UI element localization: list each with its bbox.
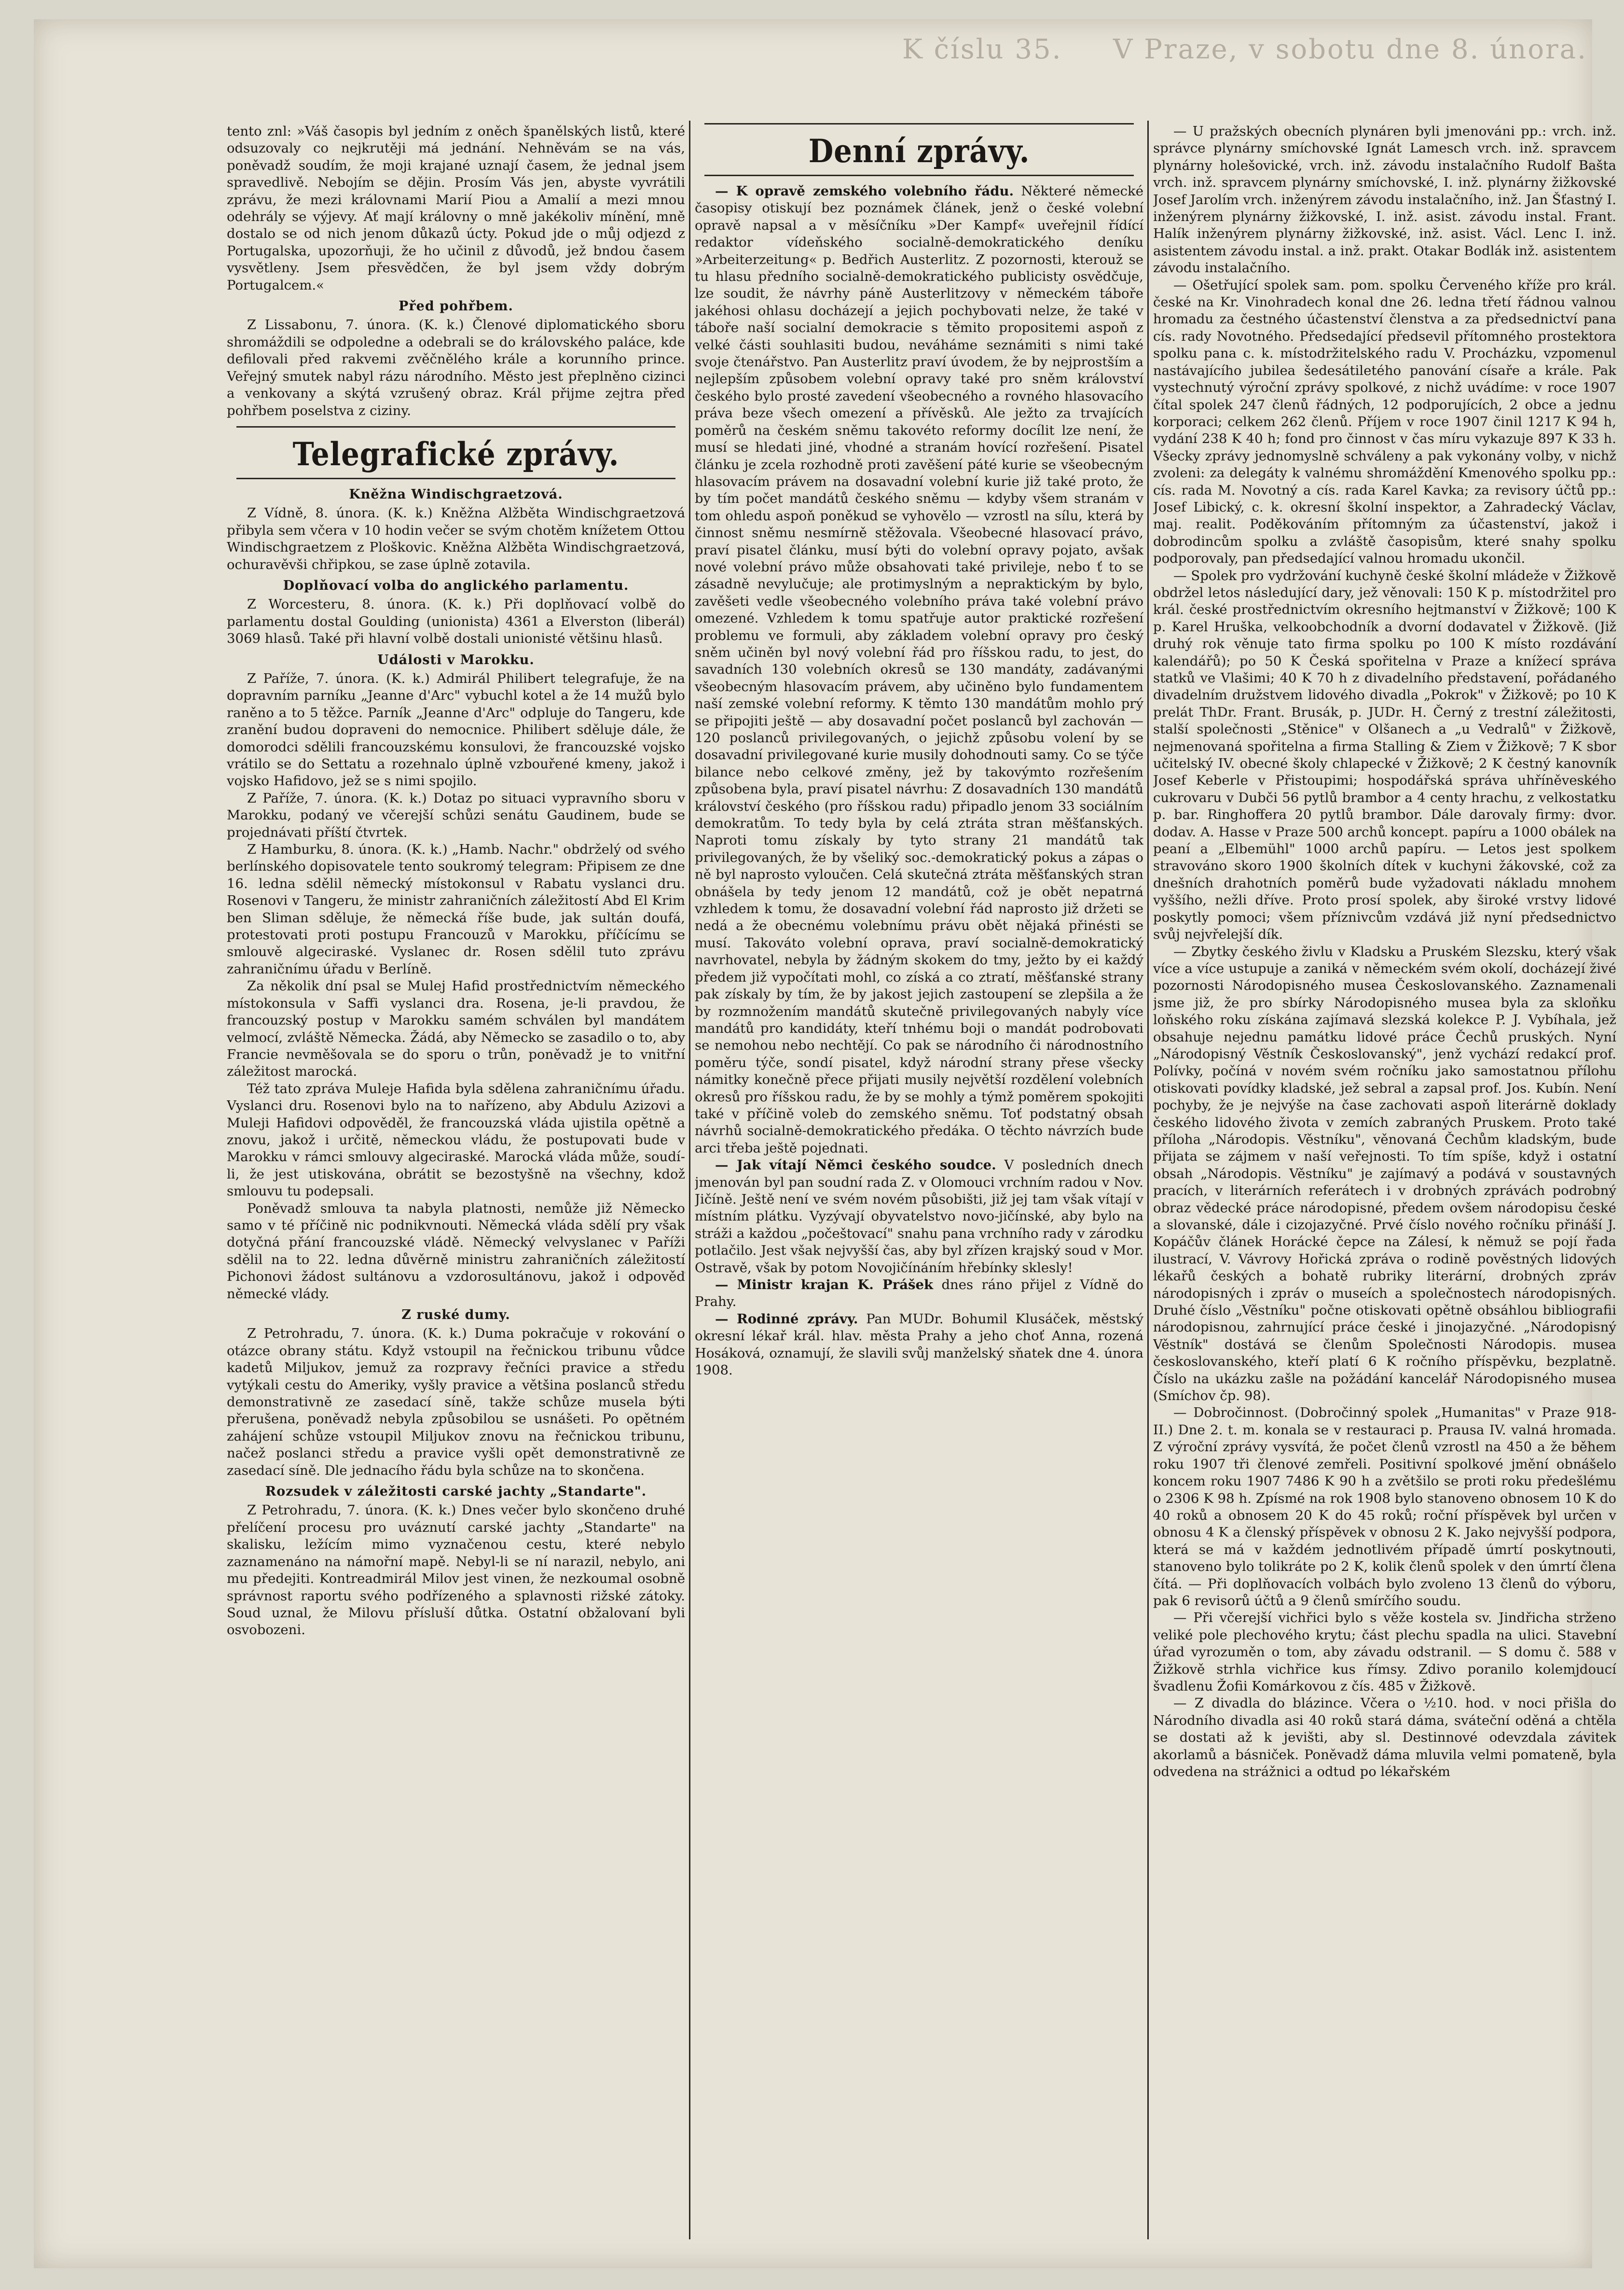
article-windisch: Z Vídně, 8. února. (K. k.) Kněžna Alžběta Windischgraetzová přibyla sem včera v 10 hodin večer se svým chotěm knížetem Ottou Windischgraetzem z Ploškovic. Kněžna Alžběta Windischgraetzová, ochuravěvši chřipkou, se zase úplně zotavila. xyxy=(227,505,685,572)
page-header xyxy=(227,24,1587,77)
article-election: Z Worcesteru, 8. února. (K. k.) Při doplňovací volbě do parlamentu dostal Goulding (unionista) 4361 a Elverston (liberál) 3069 hlasů. Také při hlavní volbě dostali unionisté většinu hlasů. xyxy=(227,597,685,647)
article-morocco-paragraph: Poněvadž smlouva ta nabyla platnosti, nemůže již Německo samo v té příčině nic podnikvnouti. Německá vláda sdělí pry však dotyčná přání francouzské vládě. Německý velvyslanec v Paříži sdělil na to 22. ledna důvěrně ministru zahraničních záležitostí Pichonovi žádost sultánovu a vzdorosultánovu, jakož i odpověď německé vlády. xyxy=(227,1200,685,1302)
news-item-theatre: — Z divadla do blázince. Včera o ½10. hod. v noci přišla do Národního divadla asi 40 roků stará dáma, sváteční oděná a chtěla se dostati až k jevišti, aby sl. Destinnové odevzdala závitek akorlamů a básniček. Poněvadž dáma mluvila velmi pomateně, byla odvedena na strážnici a odtud po lékařském xyxy=(1153,1695,1616,1779)
german-welcome-text: V posledních dnech jmenován byl pan soudní rada Z. v Olomouci vrchním radou v Nov. Jičíně. Ještě není ve svém novém působišti, již jej tam však vítají v místním plátku. Vyzývají obyvatelstvo novo-jičínské, aby bylo na stráži a každou „počeštovací" snahu pana vrchního rady v zárodku potlačilo. Jest však nejvyšší čas, aby byl zřízen krajský soud v Mor. Ostravě, však by potom Novojičínáním hřebínky sklesly! xyxy=(695,1157,1143,1276)
column-divider xyxy=(1147,121,1149,2239)
article-german-welcome xyxy=(695,1157,1143,1277)
news-item-storm: — Při včerejší vichřici bylo s věže kostela sv. Jindřicha strženo veliké pole plechového krytu; část plechu spadla na ulici. Stavební úřad vyrozuměn o tom, aby závadu odstranil. — S domu č. 588 v Žižkově strhla vichřice kus římsy. Zdivo poranilo kolemjdoucí švadlenu Žofii Komárkovou z čís. 485 v Žižkově. xyxy=(1153,1610,1616,1694)
header-issue: K číslu 35. xyxy=(902,34,1062,65)
header-date: V Praze, v sobotu dne 8. února. xyxy=(1113,34,1587,65)
subheading-duma: Z ruské dumy. xyxy=(401,1307,510,1322)
section-divider xyxy=(704,123,1134,125)
article-morocco-paragraph: Též tato zpráva Muleje Hafida byla sdělena zahraničnímu úřadu. Vyslanci dru. Rosenovi bylo na to nařízeno, aby Abdulu Azizovi a Muleji Hafidovi odpověděl, že francouzská vláda ujistila opětně a znovu, jakož i určitě, německou vládu, že postupovati bude v Marokku v rámci smlouvy algeciraské. Marocká vláda může, soudí-li, že jest utiskována, obrátit se bezostyšně na všechny, kdož smlouvu tu podepsali. xyxy=(227,1081,685,1199)
subheading-election: Doplňovací volba do anglického parlamentu. xyxy=(283,578,629,593)
column-left xyxy=(227,123,685,2237)
article-before-burial: Z Lissabonu, 7. února. (K. k.) Členové diplomatického sboru shromáždili se odpoledne a odebrali se do královského paláce, kde defilovali před rakvemi zvěčnělého krále a korunního prince. Veřejný smutek nabyl rázu národního. Město jest přeplněno cizinci a venkovany a skýtá vzrušený obraz. Král přijme zejtra před pohřbem poselstva z ciziny. xyxy=(227,317,685,418)
article-duma: Z Petrohradu, 7. února. (K. k.) Duma pokračuje v rokování o otázce obrany státu. Když vstoupil na řečnickou tribunu vůdce kadetů Miljukov, jemuž za rozpravy řečníci pravice a středu vytýkali cestu do Ameriky, vyšly pravice a většina poslanců středu demonstrativně ze zasedací síně, takže schůze musela býti přerušena, poněvadž nebyla způsobilou se usnášeti. Po opětném zahájení schůze vstoupil Miljukov znovu na řečnickou tribunu, načež poslanci středu a pravice vyšli opět demonstrativně ze zasedací síně. Dle jednacího řádu byla schůze na to skončena. xyxy=(227,1326,685,1478)
article-electoral-reform xyxy=(695,183,1143,1157)
column-right xyxy=(1153,123,1616,2237)
subheading-before-burial: Před pohřbem. xyxy=(399,299,513,314)
section-divider xyxy=(704,175,1134,176)
electoral-reform-text: Některé německé časopisy otiskují bez poznámek článek, jenž o české volební opravě napsal a v měsíčníku »Der Kampf« uveřejnil řídící redaktor vídeňského socialně-demokratického deníku »Arbeiterzeitung« p. Bedřich Austerlitz. Z pozornosti, kterouž se tu hlasu předního socialně-demokratického publicisty osvědčuje, lze soudit, že návrhy páně Austerlitzovy v německém táboře jakéhosi ohlasu docházejí a jejich pochybovati nelze, že také v táboře naší socialní demokracie s těmito propositemi aspoň z velké části souhlasiti budou, neváháme seznámiti s nimi také svoje čtenářstvo. Pan Austerlitz praví úvodem, že by nejprostším a nejlepším způsobem volební opravy také pro sněm království českého bylo prosté zavedení všeobecného a rovného hlasovacího práva beze všech omezení a přívěsků. Ale ježto za trvajících poměrů na českém sněmu takovéto reformy docílit lze není, že musí se hledati jiné, vhodné a stranám hovící rozřešení. Pisatel článku je zcela rozhodně proti zavěšení páté kurie se všeobecným hlasovacím právem na dosavadní volební kurie již také proto, že by tím počet mandátů českého sněmu — kdyby všem stranám v tom ohledu aspoň poněkud se vyhovělo — vzrostl na sílu, která by činnost sněmu nesmírně stěžovala. Všeobecné hlasovací právo, praví pisatel článku, musí býti do volební opravy pojato, avšak nové volební právo může obsahovati také privileje, nebo ť to se zásadně nevylučuje; ale protimyslným a nepraktickým by bylo, zavěšeti vedle všeobecného volebního práva také volební právo omezené. Vzhledem k tomu spatřuje autor praktické rozřešení problemu ve formuli, aby základem volební opravy pro český sněm učiněn byl nový volební řád pro říšskou radu, to jest, do savadních 130 volebních okresů se 130 mandáty, zadávanými všeobecným hlasovacím právem, aby učiněno bylo fundamentem naší zemské volební reformy. K těmto 130 mandátům mohlo prý se připojiti ještě — aby dosavadní počet poslanců byl zachován — 120 poslanců privilegovaných, o jejichž způsobu volení by se dosavadní privilegované kurie musily dohodnouti samy. Co se týče bilance nebo celkové změny, jež by takovýmto rozřešením způsobena byla, praví pisatel návrhu: Z dosavadních 130 mandátů království českého (pro říšskou radu) připadlo jenom 33 sociálním demokratům. To tedy byla by celá ztráta stran měšťanských. Naproti tomu získaly by tyto strany 21 mandátů tak privilegovaných, že by všeliký soc.-demokratický pokus a zápas o ně byl naprosto vyloučen. Celá skutečná ztráta měšťanských stran obnášela by tedy jenom 12 mandátů, což je obět nepatrná vzhledem k tomu, že dosavadní volební řád naprosto již držeti se nedá a že obecnému volebnímu právu obět nějaká přinésti se musí. Takováto volební oprava, praví socialně-demokratický navrhovatel, nebyla by žádným skokem do tmy, ježto by ei každý předem již vypočítati mohl, co získá a co ztratí, měšťanské strany pak získaly by tím, že by jakost jejich zastoupení se zlepšila a že by rozmnožením mandátů skutečně privilegovaných nabyly více mandátů pro kandidáty, kteří tnhému boji o mandát podrobovati se nemohou nebo nechtějí. Co pak se národního či národnostního poměru týče, sondí pisatel, když národní strany přese všecky námitky konečně přece přijati musily největší rozdělení volebních okresů pro říšskou radu, že by se mohly a týmž poměrem spokojiti také v příčině voleb do zemského sněmu. Toť podstatný obsah návrhů socialně-demokratického předáka. O těchto návrzích bude arci třeba ještě pojednati. xyxy=(695,183,1143,1156)
news-item-school-kitchen: — Spolek pro vydržování kuchyně české školní mládeže v Žižkově obdržel letos následující dary, jež věnovali: 150 K p. místodržitel pro král. české prostřednictvím okresního hejtmanství v Žižkově; 100 K p. Karel Hruška, velkoobchodník a dvorní dodavatel v Žižkově. (Již druhý rok věnuje tato firma spolku po 100 K místo rozdávání kalendářů); po 50 K Česká spořitelna v Praze a knížecí správa statků ve Vlašimi; 40 K 70 h z divadelního představení, pořádaného divadelním družstvem lidového divadla „Pokrok" v Žižkově; po 10 K prelát ThDr. Frant. Brusák, p. JUDr. H. Černý z trestní záležitosti, stalší společnosti „Stěnice" v Olšanech a „u Vedralů" v Žižkově, nejmenovaná spořitelna a firma Stalling & Ziem v Žižkově; 7 K sbor učitelský IV. obecné školy chlapecké v Žižkově; 2 K čestný kanovník Josef Keberle v Přistoupimi; hospodářská správa uhříněveského cukrovaru v Dubči 56 pytlů brambor a 4 centy hrachu, z velkostatku p. bar. Ringhoffera 20 pytlů brambor. Dále darovaly firmy: dvor. dodav. A. Hasse v Praze 500 archů koncept. papíru a 1000 obálek na peaní a „Elbemühl" 1000 archů papíru. — Letos jest spolkem stravováno skoro 1900 školních dítek v kuchyni žákovské, což za dnešních drahotních poměrů bude vyžadovati nákladu mnohem vyššího, nežli dříve. Proto prosí spolek, aby široké vrstvy lidové poskytly pomoci; všem příznivcům vzdává již nyní předsednictvo svůj nejvřelejší dík. xyxy=(1153,568,1616,943)
german-welcome-heading: — Jak vítají Němci českého soudce. xyxy=(715,1157,996,1173)
article-morocco-paragraph: Z Paříže, 7. února. (K. k.) Admirál Philibert telegrafuje, že na dopravním parníku „Jeanne d'Arc" vybuchl kotel a že 14 mužů bylo raněno a to 5 těžce. Parník „Jeanne d'Arc" odpluje do Tangeru, kde zranění budou dopraveni do nemocnice. Philibert sděluje dále, že domorodci sdělili francouzskému konsulovi, že francouzské vojsko vrátilo se do Settatu a rozehnalo úplně vzbouřené kmeny, jakož i vojsko Hafidovo, jež se s nimi spojilo. xyxy=(227,670,685,789)
column-middle xyxy=(695,123,1143,2237)
article-intro: tento znl: »Váš časopis byl jedním z oněch španělských listů, které odsuzovaly co nejkrutěji má jednání. Nehněvám se na vás, poněvadž soudím, že moji krajané uznají časem, že jednal jsem spravedlivě. Nebojím se dějin. Prosím Vás jen, abyste vyvrátili zprávu, že mezi královnami Marií Piou a Amalií a mezi mnou odehrály se výjevy. Ať mají královny o mně jakékoliv mínění, mně dostalo se od nich jenom důkazů úcty. Pokud jde o můj odjezd z Portugalska, upozorňuji, že ho učinil z důvodů, jež bndou časem vysvětleny. Jsem přesvědčen, že byl jsem vždy dobrým Portugalcem.« xyxy=(227,124,685,293)
subheading-morocco: Události v Marokku. xyxy=(377,652,535,667)
news-item-charity: — Dobročinnost. (Dobročinný spolek „Humanitas" v Praze 918-II.) Dne 2. t. m. konala se v restauraci p. Prausa IV. valná hromada. Z výroční zprávy vysvítá, že počet členů vzrostl na 450 a že během roku 1907 tři členové zemřeli. Positivní spolkové jmění obnášelo koncem roku 1907 7486 K 90 h a zvětšilo se proti roku předešlému o 2306 K 98 h. Zpísmé na rok 1908 bylo stanoveno obnosem 10 K do 40 roků a obnosem 20 K do 45 roků; roční příspěvek byl určen v obnosu 4 K a členský příspěvek v obnosu 2 K. Jako nejvyšší podpora, která se má v každém jednotlivém případě úmrtí poskytnouti, stanoveno bylo tolikráte po 2 K, kolik členů spolek v den úmrtí člena čítá. — Při doplňovacích volbách bylo zvoleno 13 členů do výboru, pak 6 revisorů účtů a 9 členů smírčího soudu. xyxy=(1153,1405,1616,1609)
article-minister xyxy=(695,1277,1143,1311)
section-title-telegrams: Telegrafické zprávy. xyxy=(292,435,619,473)
article-yacht: Z Petrohradu, 7. února. (K. k.) Dnes večer bylo skončeno druhé přelíčení procesu pro uváznutí carské jachty „Standarte" na skalisku, ležícím mimo vyznačenou cestu, které nebylo zaznamenáno na námořní mapě. Nebyl-li se ní narazil, nebylo, ani mu předejiti. Kontreadmirál Milov jest vinen, že nezkoumal osobně správnost raportu svého podřízeného a splavnosti rižské zátoky. Soud uznal, že Milovu přísluší důtka. Ostatní obžalovaní byli osvobozeni. xyxy=(227,1502,685,1638)
subheading-windisch: Kněžna Windischgraetzová. xyxy=(349,486,563,502)
newspaper-page xyxy=(34,19,1616,2268)
news-item-red-cross: — Ošetřující spolek sam. pom. spolku Červeného kříže pro král. české na Kr. Vinohradech konal dne 26. ledna třetí řádnou valnou hromadu za čestného účastenství členstva a za předsednictví pana cís. rady Novotného. Předsedající předsevil přítomného prostektora spolku pana c. k. místodržitelského radu V. Procházku, vzpomenul nastávajícího jubilea šedesátiletého panování císaře a krále. Pak vystechnutý výroční zprávy spolkové, z nichž uvádíme: v roce 1907 čítal spolek 247 členů řádných, 12 podporujících, 2 obce a jednu korporaci; celkem 262 členů. Příjem v roce 1907 činil 1217 K 94 h, vydání 238 K 40 h; fond pro činnost v čas míru vykazuje 897 K 33 h. Všecky zprávy jednomyslně schváleny a pak vykonány volby, v nichž zvoleni: za delegáty k valnému shromáždění Kmenového spolku pp.: cís. rada M. Novotný a cís. rada Karel Kavka; za revisory účtů pp.: Josef Libický, c. k. okresní školní inspektor, a Zahradecký Václav, maj. realit. Poděkováním přítomným za účastenství, jakož i dobrodincům spolku a zvláště časopisům, které snahy spolku podporovaly, pan předsedající valnou hromadu ukončil. xyxy=(1153,277,1616,567)
family-text: Pan MUDr. Bohumil Klusáček, městský okresní lékař král. hlav. města Prahy a jeho choť Anna, rozená Hosáková, oznamují, že slavili svůj manželský sňatek dne 4. února 1908. xyxy=(695,1311,1143,1378)
minister-text: dnes ráno přijel z Vídně do Prahy. xyxy=(695,1277,1143,1310)
article-morocco-paragraph: Za několik dní psal se Mulej Hafid prostřednictvím německého místokonsula v Saffi vyslanci dra. Rosena, je-li pravdou, že francouzský postup v Marokku samém schválen byl mandátem velmocí, zvláště Německa. Žádá, aby Německo se zasadilo o to, aby Francie nevměšovala se do sporu o trůn, poněvadž je to vnitřní záležitost marocká. xyxy=(227,978,685,1080)
electoral-reform-heading: — K opravě zemského volebního řádu. xyxy=(715,183,1014,199)
subheading-yacht: Rozsudek v záležitosti carské jachty „Standarte". xyxy=(265,1484,647,1499)
news-item-gasworks: — U pražských obecních plynáren byli jmenováni pp.: vrch. inž. správce plynárny smíchovské Ignát Lamesch vrch. inž. spravcem plynárny holešovické, vrch. inž. závodu instalačního Rudolf Bašta vrch. inž. spravcem plynárny smíchovské, I. inž. plynárny žižkovské Josef Jarolím vrch. inženýrem závodu instalačního, inž. Jan Šťastný I. inženýrem plynárny žižkovské, I. inž. asist. závodu instal. Frant. Halík inženýrem plynárny žižkovské, inž. asist. Václ. Lenc I. inž. asistentem závodu instal. a inž. prakt. Otakar Bodlák inž. asistentem závodu instalačního. xyxy=(1153,124,1616,276)
article-morocco-paragraph: Z Paříže, 7. února. (K. k.) Dotaz po situaci vypravního sboru v Marokku, podaný ve včerejší schůzi senátu Gaudinem, bude se projednávati příští čtvrtek. xyxy=(227,790,685,840)
section-title-daily-news: Denní zprávy. xyxy=(808,132,1030,170)
column-divider xyxy=(689,121,690,2239)
news-item-silesia: — Zbytky českého živlu v Kladsku a Pruském Slezsku, který však více a více ustupuje a zaniká v německém svém okolí, docházejí živé pozornosti Národopisného musea Českoslovanského. Zaznamenali jsme již, že pro sbírky Národopisného musea byla za skloňku loňského roku získána zajímavá slezská kolekce P. J. Vybíhala, jež obsahuje nejednu památku lidové práce Čechů pruských. Nyní „Národopisný Věstník Českoslovanský", jenž vychází redakcí prof. Polívky, počíná v novém svém ročníku jako samostatnou přílohu otiskovati povídky kladské, jež sebral a zapsal prof. Jos. Kubín. Není pochyby, že je nejvýše na čase zachovati aspoň literárně doklady českého lidového života v zemích zabraných Pruskem. Proto také příloha „Národopis. Věstníku", věnovaná Čechům kladským, bude přijata se zájmem v naší veřejnosti. To tím spíše, když i ostatní obsah „Národopis. Věstníku" je zajímavý a podává v soustavných pracích, v literárních referátech i v drobných zprávách podrobný obraz vědecké práce národopisné, předem ovšem národopisu české a slovanské, dále i cizojazyčné. Prvé číslo nového ročníku přináší J. Kopáčův článek Horácké čepce na Zálesí, k němuž se pojí řada ilustrací, V. Vávrovy Hořická zpráva o rodině pověstných lidových lékařů českých a bohatě rubriky literární, drobných zpráv národopisných i zpráv o museích a společnostech národopisných. Druhé číslo „Věstníku" počne otiskovati opětně obsáhlou bibliografii národopisnou, zahrnující práce české i jinojazyčné. „Národopisný Věstník" dostává se členům Společnosti Národopis. musea českoslovanského, kteří platí 6 K ročního příspěvku, bezplatně. Číslo na ukázku zašle na požádání kancelář Národopisného musea (Smíchov čp. 98). xyxy=(1153,944,1616,1404)
article-family xyxy=(695,1311,1143,1379)
section-divider xyxy=(236,426,675,428)
family-heading: — Rodinné zprávy. xyxy=(715,1311,858,1327)
article-morocco-paragraph: Z Hamburku, 8. února. (K. k.) „Hamb. Nachr." obdrželý od svého berlínského dopisovatele tento soukromý telegram: Připisem ze dne 16. ledna sdělil německý místokonsul v Rabatu vyslanci dru. Rosenovi v Tangeru, že ministr zahraničních záležitostí Abd El Krim ben Sliman sděluje, že německá říše bude, jak sultán doufá, protestovati proti postupu Francouzů v Marokku, příčícímu se smlouvě algeciraské. Vyslanec dr. Rosen sdělil tuto zprávu zahraničnímu úřadu v Berlíně. xyxy=(227,842,685,977)
section-divider xyxy=(236,478,675,479)
minister-heading: — Ministr krajan K. Prášek xyxy=(715,1277,934,1292)
